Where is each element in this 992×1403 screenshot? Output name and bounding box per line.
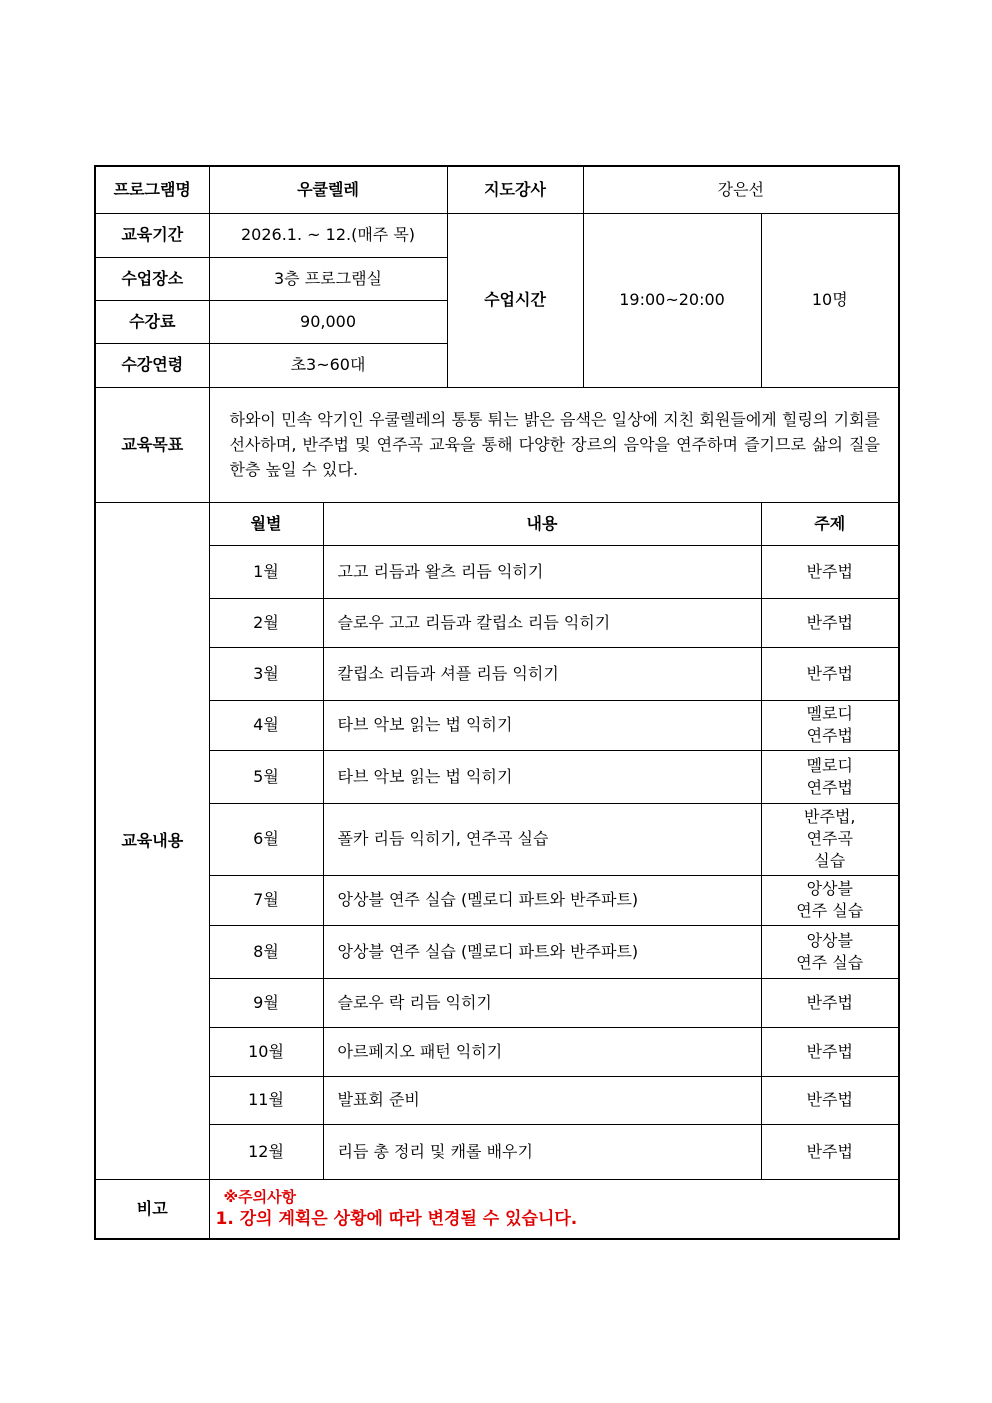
month-cell: 4월 [209, 700, 323, 750]
caution-title: ※주의사항 [223, 1187, 297, 1206]
fee-label: 수강료 [95, 300, 209, 343]
month-cell: 8월 [209, 925, 323, 978]
month-cell: 5월 [209, 750, 323, 803]
topic-cell: 반주법 [761, 647, 899, 700]
age-label: 수강연령 [95, 343, 209, 387]
program-name-value: 우쿨렐레 [209, 166, 447, 213]
month-cell: 3월 [209, 647, 323, 700]
topic-cell: 반주법 [761, 978, 899, 1027]
table-row [95, 1124, 899, 1179]
column-header-month: 월별 [209, 502, 323, 545]
content-cell: 칼립소 리듬과 셔플 리듬 익히기 [323, 647, 761, 700]
program-sheet [94, 165, 898, 1240]
fee-value: 90,000 [209, 300, 447, 343]
table-row [95, 1076, 899, 1124]
content-cell: 폴카 리듬 익히기, 연주곡 실습 [323, 803, 761, 875]
table-row [95, 750, 899, 803]
curriculum-label: 교육내용 [95, 502, 209, 1179]
content-cell: 아르페지오 패턴 익히기 [323, 1027, 761, 1076]
topic-cell: 반주법 [761, 1027, 899, 1076]
program-table [94, 165, 900, 1240]
place-label: 수업장소 [95, 257, 209, 300]
month-cell: 12월 [209, 1124, 323, 1179]
topic-cell: 앙상블 연주 실습 [761, 925, 899, 978]
table-row [95, 803, 899, 875]
topic-cell: 반주법 [761, 598, 899, 647]
content-cell: 앙상블 연주 실습 (멜로디 파트와 반주파트) [323, 925, 761, 978]
remarks-cell [209, 1179, 899, 1239]
table-row [95, 700, 899, 750]
topic-cell: 반주법 [761, 1076, 899, 1124]
month-cell: 9월 [209, 978, 323, 1027]
topic-cell: 멜로디 연주법 [761, 750, 899, 803]
age-value: 초3~60대 [209, 343, 447, 387]
content-cell: 타브 악보 읽는 법 익히기 [323, 750, 761, 803]
topic-cell: 반주법, 연주곡 실습 [761, 803, 899, 875]
content-cell: 리듬 총 정리 및 캐롤 배우기 [323, 1124, 761, 1179]
month-cell: 2월 [209, 598, 323, 647]
table-row [95, 978, 899, 1027]
table-row [95, 647, 899, 700]
column-header-content: 내용 [323, 502, 761, 545]
topic-cell: 반주법 [761, 1124, 899, 1179]
instructor-value: 강은선 [583, 166, 899, 213]
goal-label: 교육목표 [95, 387, 209, 502]
topic-cell: 멜로디 연주법 [761, 700, 899, 750]
place-value: 3층 프로그램실 [209, 257, 447, 300]
table-row [95, 925, 899, 978]
table-row [95, 598, 899, 647]
month-cell: 6월 [209, 803, 323, 875]
column-header-topic: 주제 [761, 502, 899, 545]
goal-text: 하와이 민속 악기인 우쿨렐레의 통통 튀는 밝은 음색은 일상에 지친 회원들에게 힐링의 기회를 선사하며, 반주법 및 연주곡 교육을 통해 다양한 장르의 음악을 연주하며 즐기므로 삶의 질을 한층 높일 수 있다. [209, 387, 899, 502]
capacity-value: 10명 [761, 213, 899, 387]
caution-item: 1. 강의 계획은 상황에 따라 변경될 수 있습니다. [215, 1208, 578, 1229]
class-time-label: 수업시간 [447, 213, 583, 387]
period-value: 2026.1. ~ 12.(매주 목) [209, 213, 447, 257]
topic-cell: 앙상블 연주 실습 [761, 875, 899, 925]
content-cell: 발표회 준비 [323, 1076, 761, 1124]
month-cell: 11월 [209, 1076, 323, 1124]
table-row [95, 875, 899, 925]
month-cell: 1월 [209, 545, 323, 598]
table-row [95, 545, 899, 598]
month-cell: 7월 [209, 875, 323, 925]
instructor-label: 지도강사 [447, 166, 583, 213]
table-row [95, 1027, 899, 1076]
content-cell: 슬로우 고고 리듬과 칼립소 리듬 익히기 [323, 598, 761, 647]
content-cell: 슬로우 락 리듬 익히기 [323, 978, 761, 1027]
month-cell: 10월 [209, 1027, 323, 1076]
content-cell: 고고 리듬과 왈츠 리듬 익히기 [323, 545, 761, 598]
remarks-label: 비고 [95, 1179, 209, 1239]
period-label: 교육기간 [95, 213, 209, 257]
content-cell: 앙상블 연주 실습 (멜로디 파트와 반주파트) [323, 875, 761, 925]
class-time-value: 19:00~20:00 [583, 213, 761, 387]
content-cell: 타브 악보 읽는 법 익히기 [323, 700, 761, 750]
topic-cell: 반주법 [761, 545, 899, 598]
program-name-label: 프로그램명 [95, 166, 209, 213]
